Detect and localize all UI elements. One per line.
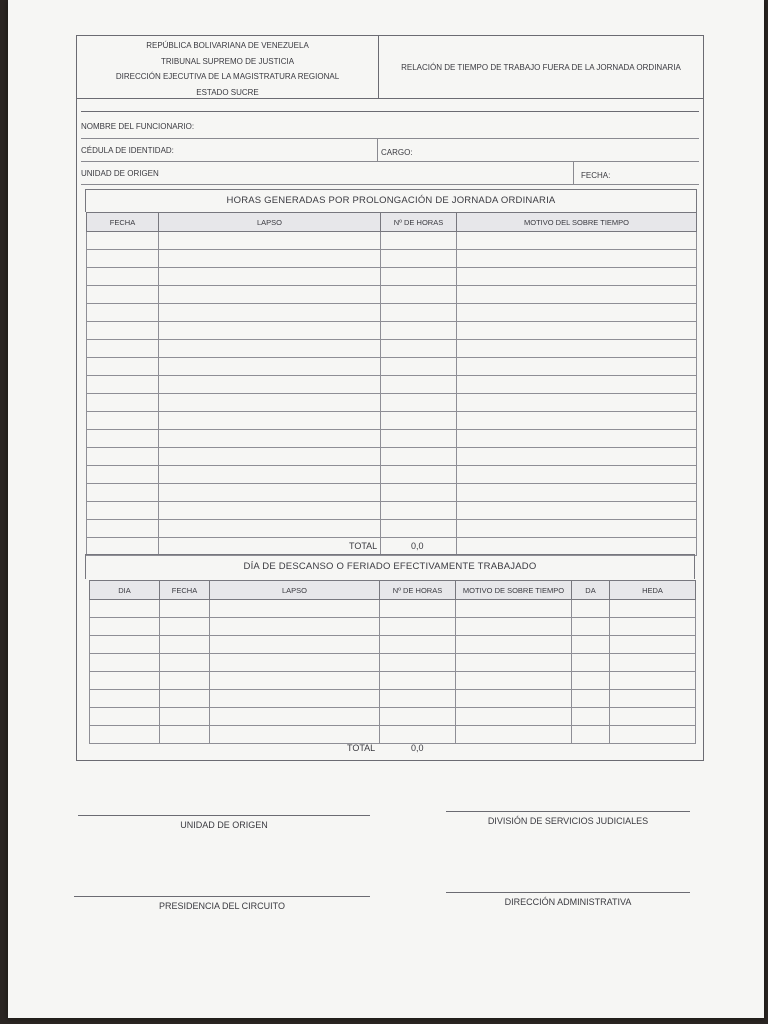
table-row [87, 286, 697, 304]
nombre-label: NOMBRE DEL FUNCIONARIO: [81, 122, 195, 131]
table-cell[interactable] [572, 636, 610, 654]
col-fecha: FECHA [160, 581, 210, 600]
table-cell[interactable] [159, 484, 381, 502]
col-fecha: FECHA [87, 213, 159, 232]
table-cell[interactable] [87, 358, 159, 376]
table-cell[interactable] [381, 358, 457, 376]
col-lapso: LAPSO [210, 581, 380, 600]
col-horas: Nº DE HORAS [380, 581, 456, 600]
table-cell[interactable] [572, 600, 610, 618]
table-cell[interactable] [87, 376, 159, 394]
table-row [87, 340, 697, 358]
table-cell[interactable] [456, 690, 572, 708]
col-horas: Nº DE HORAS [381, 213, 457, 232]
organization-block [77, 36, 379, 98]
table-cell[interactable] [381, 268, 457, 286]
table-cell[interactable] [457, 502, 697, 520]
table-row [90, 618, 696, 636]
table-cell[interactable] [159, 520, 381, 538]
table-row [90, 690, 696, 708]
table-cell[interactable] [87, 430, 159, 448]
table-row [87, 430, 697, 448]
table-row [87, 412, 697, 430]
table-cell[interactable] [457, 322, 697, 340]
table-cell[interactable] [381, 412, 457, 430]
table-cell[interactable] [610, 726, 696, 744]
table-cell[interactable] [572, 726, 610, 744]
table-cell[interactable] [160, 690, 210, 708]
table-cell[interactable] [90, 726, 160, 744]
table-cell[interactable] [160, 672, 210, 690]
table-cell[interactable] [457, 466, 697, 484]
table-cell[interactable] [380, 600, 456, 618]
table-cell[interactable] [457, 412, 697, 430]
table-cell[interactable] [380, 672, 456, 690]
table-cell[interactable] [87, 394, 159, 412]
section2-total-label: TOTAL [347, 743, 376, 753]
table-cell[interactable] [159, 268, 381, 286]
table-cell[interactable] [381, 232, 457, 250]
table-cell[interactable] [160, 618, 210, 636]
signature-division [446, 811, 690, 826]
table-cell[interactable] [610, 672, 696, 690]
table-cell[interactable] [456, 726, 572, 744]
table-cell[interactable] [610, 654, 696, 672]
table-cell[interactable] [159, 466, 381, 484]
form-title: RELACIÓN DE TIEMPO DE TRABAJO FUERA DE LA JORNADA ORDINARIA [401, 62, 681, 72]
table-cell[interactable] [457, 484, 697, 502]
table-cell[interactable] [457, 286, 697, 304]
table-cell[interactable] [210, 636, 380, 654]
cedula-label: CÉDULA DE IDENTIDAD: [81, 146, 174, 155]
signature-label: DIRECCIÓN ADMINISTRATIVA [504, 897, 632, 907]
table-row [87, 466, 697, 484]
section1-header [85, 189, 697, 212]
table-row [87, 304, 697, 322]
cedula-cargo-row [81, 139, 699, 162]
section2-title: DÍA DE DESCANSO O FERIADO EFECTIVAMENTE TRABAJADO [243, 561, 537, 572]
table-cell[interactable] [457, 376, 697, 394]
table-cell[interactable] [159, 412, 381, 430]
table-cell[interactable] [457, 304, 697, 322]
org-line: DIRECCIÓN EJECUTIVA DE LA MAGISTRATURA REGIONAL [115, 72, 340, 81]
table-cell[interactable] [572, 708, 610, 726]
table-cell[interactable] [456, 618, 572, 636]
table-cell[interactable] [90, 600, 160, 618]
table-cell[interactable] [457, 358, 697, 376]
col-motivo: MOTIVO DEL SOBRE TIEMPO [457, 213, 697, 232]
table-row [87, 250, 697, 268]
table-cell[interactable] [159, 322, 381, 340]
table-row [90, 672, 696, 690]
signature-direccion [446, 892, 690, 907]
table-cell[interactable] [610, 636, 696, 654]
table-cell[interactable] [380, 618, 456, 636]
table-cell[interactable] [610, 600, 696, 618]
table-cell[interactable] [90, 636, 160, 654]
table-cell[interactable] [380, 636, 456, 654]
table-cell[interactable] [381, 448, 457, 466]
section1-table [86, 212, 697, 556]
table-cell[interactable] [457, 340, 697, 358]
section1-total-label: TOTAL [349, 541, 378, 551]
table-cell[interactable] [87, 466, 159, 484]
cargo-label: CARGO: [381, 148, 413, 157]
cargo-divider [377, 139, 378, 161]
table-cell[interactable] [381, 466, 457, 484]
org-line: ESTADO SUCRE [196, 87, 259, 97]
table-cell[interactable] [381, 322, 457, 340]
unidad-label: UNIDAD DE ORIGEN [81, 169, 159, 178]
table-cell[interactable] [381, 286, 457, 304]
table-row [90, 636, 696, 654]
org-line: REPÚBLICA BOLIVARIANA DE VENEZUELA [146, 41, 309, 50]
table-row [87, 484, 697, 502]
table-row [90, 654, 696, 672]
table-row [87, 358, 697, 376]
table-cell[interactable] [380, 708, 456, 726]
table-cell[interactable] [572, 618, 610, 636]
table-cell[interactable] [610, 618, 696, 636]
table-cell[interactable] [456, 654, 572, 672]
table-row [87, 394, 697, 412]
table-cell[interactable] [160, 636, 210, 654]
table-cell[interactable] [159, 232, 381, 250]
table-cell[interactable] [210, 600, 380, 618]
table-cell[interactable] [457, 430, 697, 448]
table-cell[interactable] [87, 322, 159, 340]
col-motivo: MOTIVO DE SOBRE TIEMPO [456, 581, 572, 600]
table-cell[interactable] [210, 726, 380, 744]
table-cell[interactable] [159, 358, 381, 376]
table-cell[interactable] [210, 690, 380, 708]
col-da: DA [572, 581, 610, 600]
unidad-fecha-row [81, 162, 699, 185]
signature-label: DIVISIÓN DE SERVICIOS JUDICIALES [487, 816, 649, 826]
table-cell[interactable] [456, 708, 572, 726]
table-cell[interactable] [381, 430, 457, 448]
table-cell[interactable] [87, 448, 159, 466]
table-cell[interactable] [210, 672, 380, 690]
table-cell[interactable] [90, 618, 160, 636]
table-cell[interactable] [381, 250, 457, 268]
table-cell[interactable] [90, 690, 160, 708]
col-heda: HEDA [610, 581, 696, 600]
table-cell[interactable] [87, 304, 159, 322]
table-cell[interactable] [87, 340, 159, 358]
table-cell[interactable] [381, 340, 457, 358]
table-cell[interactable] [210, 618, 380, 636]
table-cell[interactable] [159, 376, 381, 394]
table-cell[interactable] [457, 232, 697, 250]
table-cell[interactable] [160, 600, 210, 618]
table-cell[interactable] [87, 250, 159, 268]
table-cell[interactable] [457, 520, 697, 538]
table-cell[interactable] [381, 502, 457, 520]
table-cell[interactable] [457, 538, 697, 556]
table-cell[interactable] [380, 726, 456, 744]
table-row [87, 268, 697, 286]
table-cell[interactable] [610, 690, 696, 708]
table-cell[interactable] [381, 394, 457, 412]
table-cell[interactable] [90, 654, 160, 672]
table-cell[interactable] [456, 636, 572, 654]
table-row [87, 376, 697, 394]
fecha-divider [573, 162, 574, 184]
table-cell[interactable] [159, 286, 381, 304]
section2-table [89, 580, 696, 744]
table-cell[interactable] [90, 672, 160, 690]
org-line: TRIBUNAL SUPREMO DE JUSTICIA [160, 56, 295, 66]
table-cell[interactable] [87, 520, 159, 538]
table-cell[interactable] [572, 672, 610, 690]
table-row [90, 726, 696, 744]
table-cell[interactable] [572, 690, 610, 708]
table-cell[interactable] [380, 690, 456, 708]
table-cell[interactable] [87, 268, 159, 286]
table-cell[interactable] [160, 654, 210, 672]
table-cell[interactable] [457, 268, 697, 286]
signature-label: UNIDAD DE ORIGEN [180, 820, 268, 830]
table-cell[interactable] [381, 376, 457, 394]
paper-sheet [8, 0, 764, 1018]
table-cell[interactable] [87, 412, 159, 430]
table-cell[interactable] [87, 232, 159, 250]
section2-total-value: 0,0 [411, 743, 424, 753]
table-row [87, 448, 697, 466]
table-cell[interactable] [456, 672, 572, 690]
table-cell[interactable] [380, 654, 456, 672]
table-cell[interactable] [381, 484, 457, 502]
table-row [90, 600, 696, 618]
table-row [87, 502, 697, 520]
signature-label: PRESIDENCIA DEL CIRCUITO [158, 901, 286, 911]
signature-presidencia [74, 896, 370, 911]
table-cell[interactable] [159, 502, 381, 520]
col-dia: DIA [90, 581, 160, 600]
table-cell[interactable] [456, 600, 572, 618]
table-cell[interactable] [159, 430, 381, 448]
signature-unidad-origen [78, 815, 370, 830]
table-cell[interactable] [572, 654, 610, 672]
table-cell[interactable] [159, 538, 381, 556]
fecha-label: FECHA: [581, 171, 611, 180]
table-cell[interactable] [381, 304, 457, 322]
nombre-field[interactable] [81, 114, 699, 139]
table-cell[interactable] [160, 726, 210, 744]
section1-total-value: 0,0 [411, 541, 424, 551]
table-cell[interactable] [457, 448, 697, 466]
table-cell[interactable] [87, 538, 159, 556]
header-divider [81, 104, 699, 112]
table-cell[interactable] [159, 250, 381, 268]
table-cell[interactable] [160, 708, 210, 726]
table-cell[interactable] [457, 250, 697, 268]
section2-header [85, 554, 695, 579]
table-cell[interactable] [90, 708, 160, 726]
table-cell[interactable] [87, 484, 159, 502]
table-cell[interactable] [210, 654, 380, 672]
table-row [87, 232, 697, 250]
table-cell[interactable] [210, 708, 380, 726]
table-cell[interactable] [159, 448, 381, 466]
table-row [87, 538, 697, 556]
table-cell[interactable] [87, 502, 159, 520]
table-cell[interactable] [159, 394, 381, 412]
form-header [77, 36, 703, 99]
table-cell[interactable] [159, 304, 381, 322]
table-row [87, 520, 697, 538]
table-cell[interactable] [457, 394, 697, 412]
section1-title: HORAS GENERADAS POR PROLONGACIÓN DE JORNADA ORDINARIA [226, 195, 556, 206]
table-cell[interactable] [159, 340, 381, 358]
table-cell[interactable] [381, 520, 457, 538]
table-row [90, 708, 696, 726]
overtime-form [76, 35, 704, 761]
table-row [87, 322, 697, 340]
table-cell[interactable] [610, 708, 696, 726]
col-lapso: LAPSO [159, 213, 381, 232]
table-cell[interactable] [87, 286, 159, 304]
